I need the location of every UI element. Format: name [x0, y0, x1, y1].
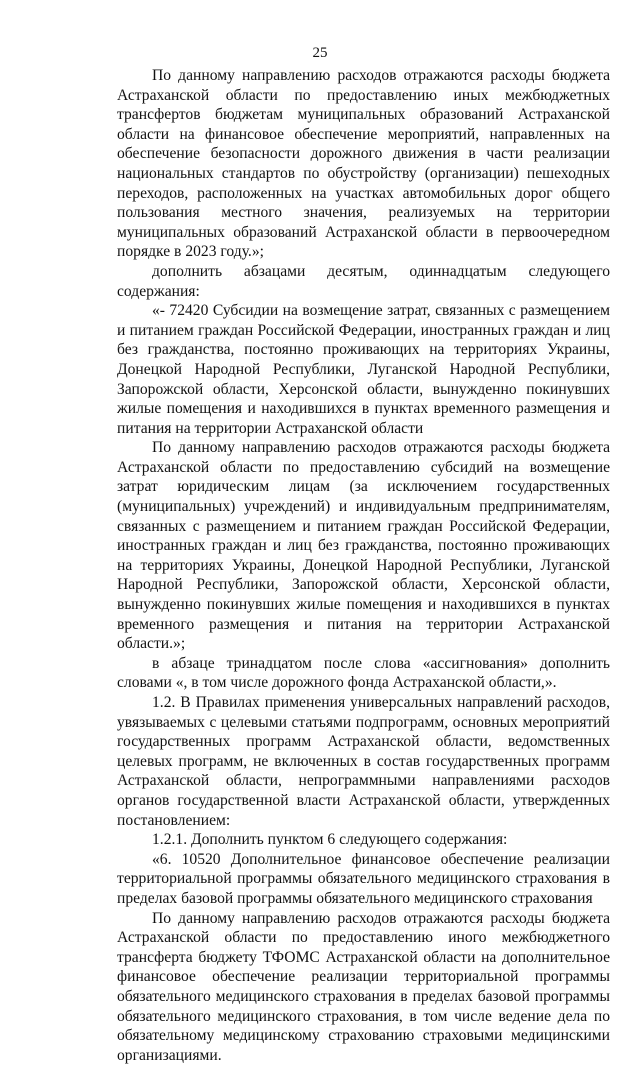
paragraph: в абзаце тринадцатом после слова «ассигнования» дополнить словами «, в том числе дорожного фонда Астраханской области,». — [117, 654, 610, 692]
page-number: 25 — [312, 45, 328, 61]
paragraph: дополнить абзацами десятым, одиннадцатым следующего содержания: — [117, 262, 610, 300]
document-body — [117, 66, 610, 1065]
paragraph: «6. 10520 Дополнительное финансовое обеспечение реализации территориальной программы обязательного медицинского страхования в пределах базовой программы обязательного медицинского страхования — [117, 850, 610, 907]
paragraph: По данному направлению расходов отражаются расходы бюджета Астраханской области по предоставлению субсидий на возмещение затрат юридическим лицам (за исключением государственных (муниципальных) учреждений) и индивидуальным предпринимателям, связанных с размещением и питанием граждан Российской Федерации, иностранных граждан и лиц без гражданства, постоянно проживающих на территориях Украины, Донецкой Народной Республики, Луганской Народной Республики, Запорожской области, Херсонской области, вынужденно покинувших жилые помещения и находившихся в пунктах временного размещения и питания на территории Астраханской области.»; — [117, 439, 610, 653]
paragraph: 1.2.1. Дополнить пунктом 6 следующего содержания: — [152, 831, 508, 849]
paragraph: «- 72420 Субсидии на возмещение затрат, связанных с размещением и питанием граждан Российской Федерации, иностранных граждан и лиц без гражданства, постоянно проживающих на территориях Украины, Донецкой Народной Республики, Луганской Народной Республики, Запорожской области, Херсонской области, вынужденно покинувших жилые помещения и находившихся в пунктах временного размещения и питания на территории Астраханской области — [117, 302, 610, 437]
paragraph: 1.2. В Правилах применения универсальных направлений расходов, увязываемых с целевыми статьями подпрограмм, основных мероприятий государственных программ Астраханской области, ведомственных целевых программ, не включенных в состав государственных программ Астраханской области, непрограммными направлениями расходов органов государственной власти Астраханской области, утвержденных постановлением: — [117, 694, 610, 829]
paragraph: По данному направлению расходов отражаются расходы бюджета Астраханской области по предоставлению иного межбюджетного трансферта бюджету ТФОМС Астраханской области на дополнительное финансовое обеспечение реализации территориальной программы обязательного медицинского страхования в пределах базовой программы обязательного медицинского страхования, в том числе ведение дела по обязательному медицинскому страхованию страховыми медицинскими организациями. — [117, 909, 610, 1064]
paragraph: По данному направлению расходов отражаются расходы бюджета Астраханской области по предоставлению иных межбюджетных трансфертов бюджетам муниципальных образований Астраханской области на финансовое обеспечение мероприятий, направленных на обеспечение безопасности дорожного движения в части реализации национальных стандартов по обустройству (организации) пешеходных переходов, расположенных на участках автомобильных дорог общего пользования местного значения, реализуемых на территории муниципальных образований Астраханской области в первоочередном порядке в 2023 году.»; — [117, 67, 610, 261]
